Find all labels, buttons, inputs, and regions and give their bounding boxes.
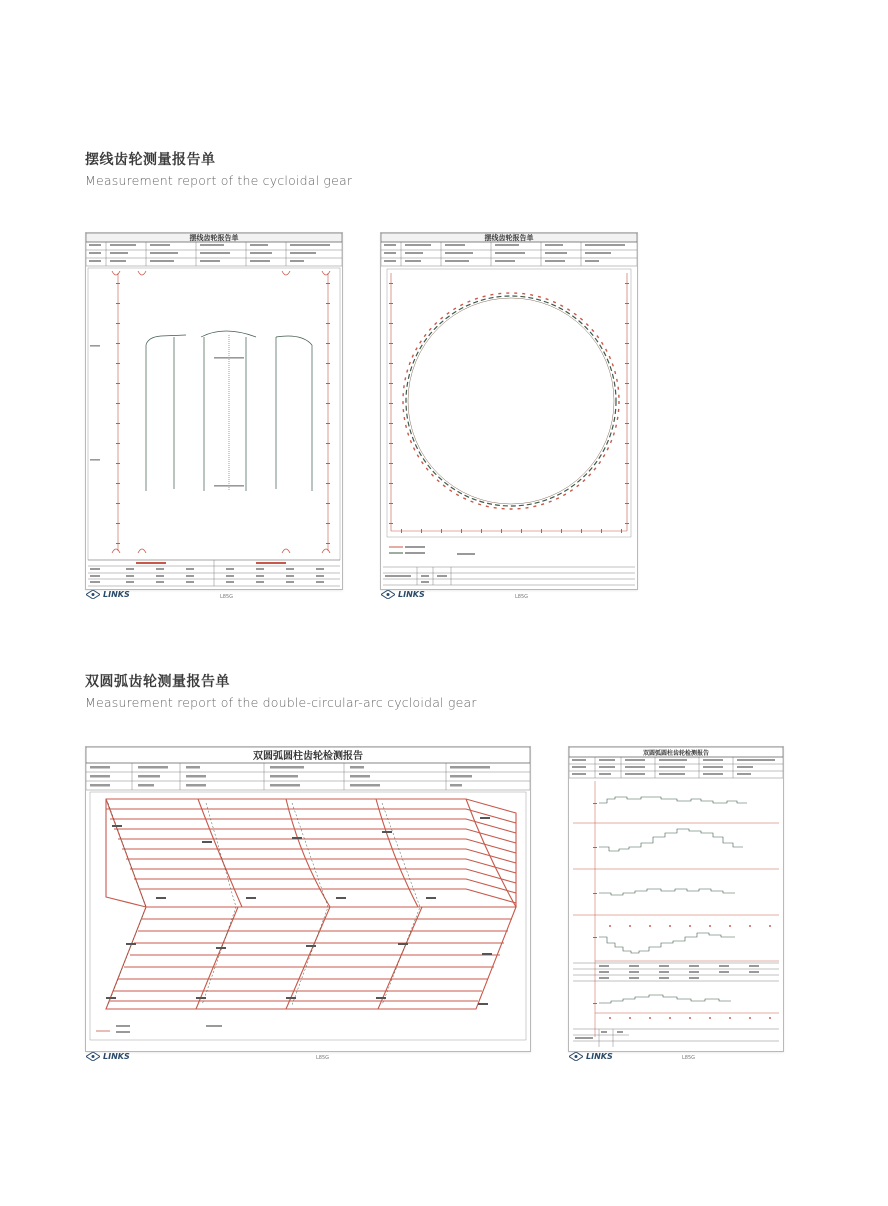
brand-logo bbox=[86, 1052, 130, 1061]
cycloid-profile-report bbox=[380, 232, 638, 590]
report-header: 摆线齿轮报告单 bbox=[189, 234, 239, 242]
logo-text: LINKS bbox=[398, 590, 425, 599]
report-header: 摆线齿轮报告单 bbox=[484, 234, 534, 242]
logo-text: LINKS bbox=[103, 1052, 130, 1061]
footer-code: L85G bbox=[316, 1055, 330, 1061]
diamond-logo-icon bbox=[86, 1052, 100, 1061]
section-title-cn: 双圆弧齿轮测量报告单 bbox=[85, 674, 230, 690]
double-arc-deviation-report bbox=[568, 746, 784, 1052]
double-arc-topology-report bbox=[85, 746, 531, 1052]
logo-text: LINKS bbox=[103, 590, 130, 599]
logo-text: LINKS bbox=[586, 1052, 613, 1061]
section-title-en: Measurement report of the cycloidal gear bbox=[85, 173, 353, 188]
footer-code: L85G bbox=[515, 594, 529, 600]
report-header: 双圆弧圆柱齿轮检测报告 bbox=[642, 750, 710, 757]
diamond-logo-icon bbox=[381, 590, 395, 599]
footer-code: L85G bbox=[682, 1055, 696, 1061]
section-title-en: Measurement report of the double-circular-arc cycloidal gear bbox=[85, 695, 477, 710]
brand-logo bbox=[381, 590, 425, 599]
cycloid-lead-report bbox=[85, 232, 343, 590]
brand-logo bbox=[86, 590, 130, 599]
footer-code: L85G bbox=[220, 594, 234, 600]
diamond-logo-icon bbox=[569, 1052, 583, 1061]
section-title-cn: 摆线齿轮测量报告单 bbox=[85, 152, 216, 168]
report-header: 双圆弧圆柱齿轮检测报告 bbox=[253, 751, 363, 762]
diamond-logo-icon bbox=[86, 590, 100, 599]
brand-logo bbox=[569, 1052, 613, 1061]
